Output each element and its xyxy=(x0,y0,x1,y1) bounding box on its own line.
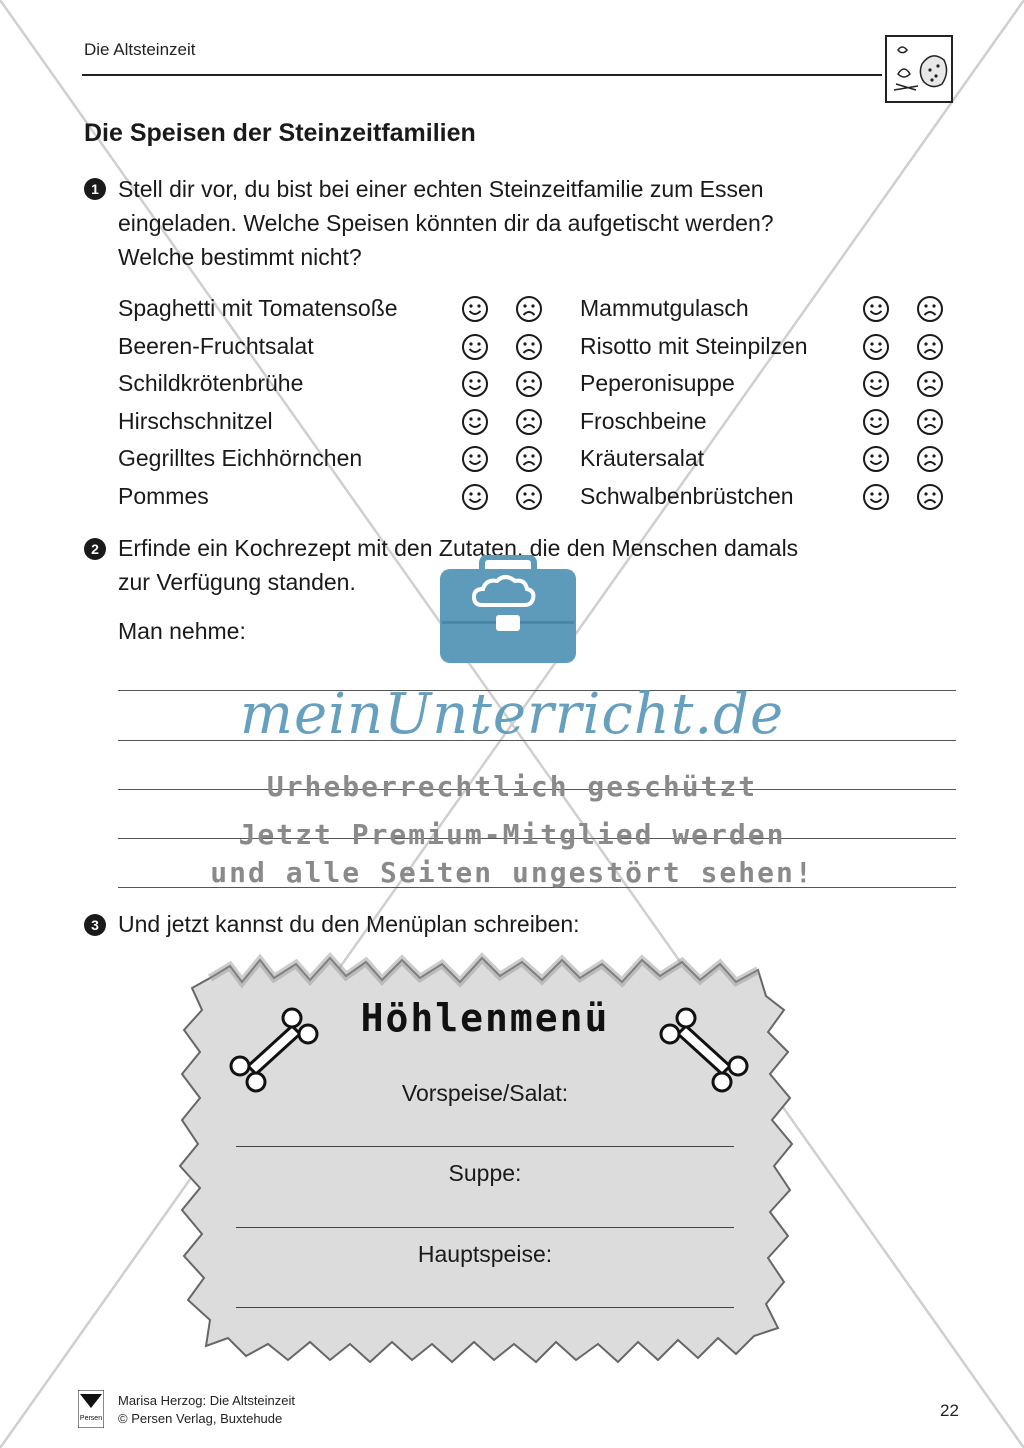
food-label: Froschbeine xyxy=(580,407,707,434)
briefcase-icon xyxy=(438,555,578,665)
food-label: Spaghetti mit Tomatensoße xyxy=(118,295,398,321)
food-row xyxy=(0,440,1024,477)
task-1-line: eingeladen. Welche Speisen könnten dir da aufgetischt werden? xyxy=(118,210,774,236)
food-label: Risotto mit Steinpilzen xyxy=(580,332,808,359)
sad-face-icon[interactable] xyxy=(916,370,944,398)
footer-author: Marisa Herzog: Die Altsteinzeit xyxy=(118,1393,296,1408)
food-label: Kräutersalat xyxy=(580,445,705,472)
menu-item-soup: Suppe: xyxy=(448,1160,522,1186)
task-1-line: Stell dir vor, du bist bei einer echten Steinzeitfamilie zum Essen xyxy=(118,176,764,202)
header-divider xyxy=(82,74,882,76)
menu-writing-line[interactable] xyxy=(236,1227,734,1228)
page-title: Die Speisen der Steinzeitfamilien xyxy=(84,119,476,147)
food-row xyxy=(0,478,1024,515)
publisher-logo-text: Persen xyxy=(79,1415,103,1422)
task-1-number: 1 xyxy=(84,178,106,200)
task-1-line: Welche bestimmt nicht? xyxy=(118,244,362,270)
happy-face-icon[interactable] xyxy=(862,295,890,323)
menu-item-starter: Vorspeise/Salat: xyxy=(401,1080,569,1106)
task-2-line: zur Verfügung standen. xyxy=(118,569,356,595)
sad-face-icon[interactable] xyxy=(916,408,944,436)
publisher-logo xyxy=(78,1390,104,1428)
task-2-number: 2 xyxy=(84,538,106,560)
task-3-number: 3 xyxy=(84,914,106,936)
food-label: Mammutgulasch xyxy=(580,295,749,321)
recipe-prompt: Man nehme: xyxy=(118,618,246,644)
watermark-premium-2: und alle Seiten ungestört sehen! xyxy=(210,856,814,889)
happy-face-icon[interactable] xyxy=(862,408,890,436)
happy-face-icon[interactable] xyxy=(862,445,890,473)
food-row xyxy=(0,365,1024,402)
sad-face-icon[interactable] xyxy=(916,333,944,361)
page-number: 22 xyxy=(940,1401,959,1420)
food-label: Hirschschnitzel xyxy=(118,407,273,434)
menu-item-main: Hauptspeise: xyxy=(417,1241,553,1267)
header-title: Die Altsteinzeit xyxy=(84,40,196,59)
sad-face-icon[interactable] xyxy=(916,445,944,473)
watermark-brand: meinUnterricht.de xyxy=(239,682,785,747)
sad-face-icon[interactable] xyxy=(916,295,944,323)
menu-writing-line[interactable] xyxy=(236,1146,734,1147)
food-row xyxy=(0,290,1024,327)
happy-face-icon[interactable] xyxy=(862,483,890,511)
food-label: Gegrilltes Eichhörnchen xyxy=(118,445,363,472)
happy-face-icon[interactable] xyxy=(862,370,890,398)
food-row xyxy=(0,328,1024,365)
food-row xyxy=(0,403,1024,440)
menu-writing-line[interactable] xyxy=(236,1307,734,1308)
happy-face-icon[interactable] xyxy=(862,333,890,361)
food-label: Pommes xyxy=(118,483,209,509)
task-1-instructions xyxy=(118,172,774,274)
sad-face-icon[interactable] xyxy=(916,483,944,511)
task-2-line: Erfinde ein Kochrezept mit den Zutaten, die den Menschen damals xyxy=(118,535,799,561)
food-label: Schildkrötenbrühe xyxy=(118,370,304,397)
task-3-instructions: Und jetzt kannst du den Menüplan schreiben: xyxy=(118,911,580,937)
food-label: Schwalbenbrüstchen xyxy=(580,483,794,509)
food-label: Peperonisuppe xyxy=(580,370,735,397)
watermark-premium: Jetzt Premium-Mitglied werden xyxy=(238,818,786,851)
menu-title: Höhlenmenü xyxy=(360,996,610,1040)
food-label: Beeren-Fruchtsalat xyxy=(118,332,314,359)
stone-age-icon xyxy=(884,34,954,104)
watermark-copyright: Urheberrechtlich geschützt xyxy=(266,770,758,803)
footer-publisher: © Persen Verlag, Buxtehude xyxy=(118,1411,283,1426)
